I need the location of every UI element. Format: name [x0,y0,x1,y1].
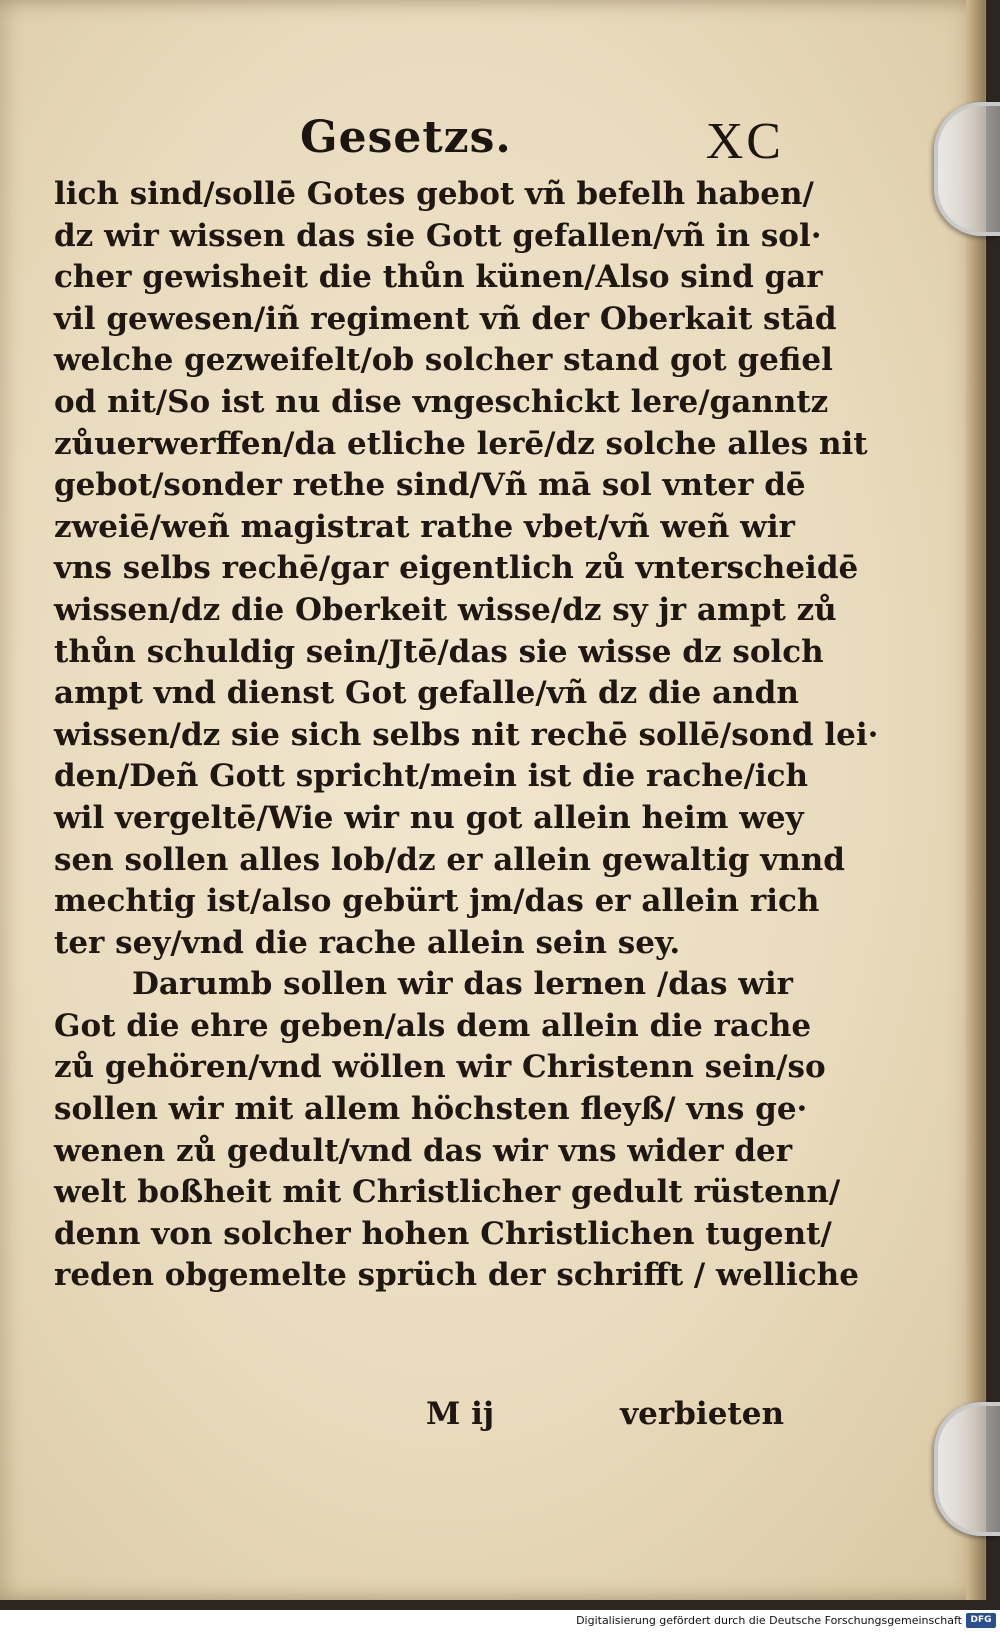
text-line: vns selbs rechē/gar eigentlich zů vnterscheidē [54,550,859,587]
catchword: verbieten [620,1396,784,1432]
dfg-logo-icon: DFG [966,1613,996,1628]
text-line: gebot/sonder rethe sind/Vñ mā sol vnter dē [54,467,806,504]
signature-mark: M ij [426,1396,495,1432]
text-line: zů gehören/vnd wöllen wir Christenn sein/so [54,1049,826,1086]
footer-bar [0,1610,1000,1634]
folio-number: XC [705,113,784,170]
text-line: thůn schuldig sein/Jtē/das sie wisse dz solch [54,633,824,670]
text-line: den/Deñ Gott spricht/mein ist die rache/ich [54,758,809,795]
running-head: Gesetzs. [300,112,512,163]
text-line: od nit/So ist nu dise vngeschickt lere/ganntz [54,383,829,420]
text-line: sollen wir mit allem höchsten fleyß/ vns ge· [54,1091,808,1128]
text-line: denn von solcher hohen Christlichen tugent/ [54,1215,832,1252]
text-line: zweiē/weñ magistrat rathe vbet/vñ weñ wir [54,508,795,545]
text-line: zůuerwerffen/da etliche lerē/dz solche alles nit [54,425,868,462]
text-line: ampt vnd dienst Got gefalle/vñ dz die andn [54,675,799,712]
text-line: wissen/dz sie sich selbs nit rechē sollē/sond lei· [54,716,879,753]
text-line: wil vergeltē/Wie wir nu got allein heim wey [54,799,804,836]
text-line: wissen/dz die Oberkeit wisse/dz sy jr ampt zů [54,591,837,628]
text-line: Got die ehre geben/als dem allein die rache [54,1007,812,1044]
text-line: cher gewisheit die thůn künen/Also sind gar [54,259,823,296]
funding-credit: Digitalisierung gefördert durch die Deutsche Forschungsgemeinschaft [576,1614,962,1627]
text-line: dz wir wissen das sie Gott gefallen/vñ in sol· [54,217,822,254]
text-line: wenen zů gedult/vnd das wir vns wider der [54,1132,793,1169]
text-line: reden obgemelte sprüch der schrifft / welliche [54,1257,859,1294]
text-block [54,174,879,1297]
text-line: lich sind/sollē Gotes gebot vñ befelh haben/ [54,176,814,212]
page-header [300,112,784,172]
paragraph-start-line: Darumb sollen wir das lernen /das wir [132,966,793,1003]
text-line: ter sey/vnd die rache allein sein sey. [54,924,681,961]
clasp-icon [934,1402,1000,1536]
text-line: welt boßheit mit Christlicher gedult rüstenn/ [54,1174,841,1211]
clasp-icon [934,102,1000,236]
catch-line [426,1396,784,1440]
text-line: welche gezweifelt/ob solcher stand got gefiel [54,342,833,379]
text-line: vil gewesen/iñ regiment vñ der Oberkait stād [54,300,837,337]
text-line: sen sollen alles lob/dz er allein gewaltig vnnd [54,841,845,878]
text-line: mechtig ist/also gebürt jm/das er allein rich [54,883,820,920]
page-edge [966,0,985,1600]
